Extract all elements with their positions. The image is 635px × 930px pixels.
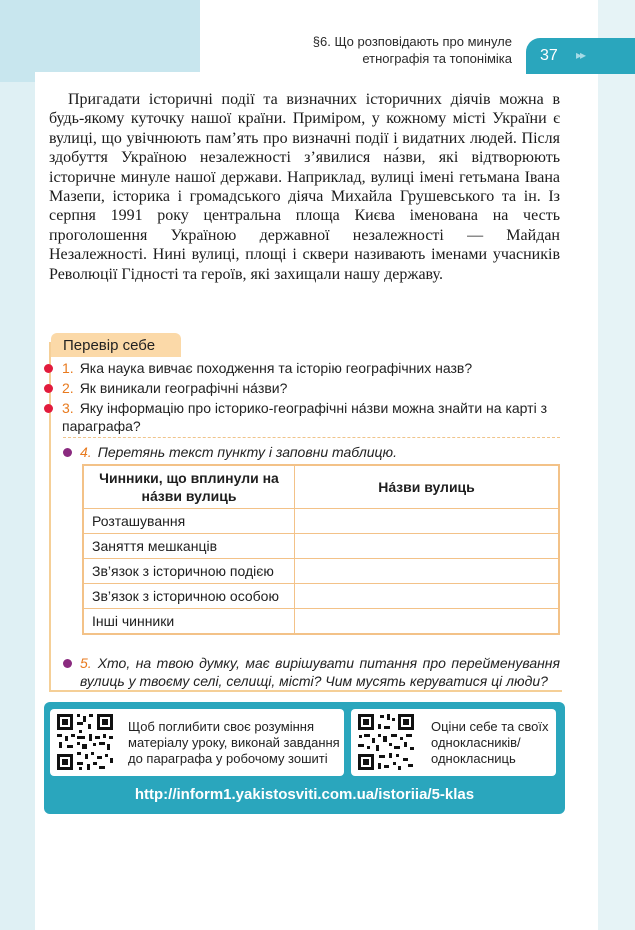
main-paragraph: Пригадати історичні події та визначних історичних діячів можна в будь-якому куточку нашої країни. Приміром, у кожному місті України є вулиці, що увічнюють пам’ять про визначні події і видатних людей. Після здобуття Україною незалежності з’явилися на́зви, які відтворюють історичне минуле нашої держави. Наприклад, вулиці імені гетьмана Івана Мазепи, історика і громадського діяча Михайла Грушевського та ін. Із серпня 1991 року центральна площа Києва іменована на честь проголошення Україною державної незалежності — Майдан Незалежності. Нині вулиці, площі і сквери називають іменами учасників Революції Гідності та героїв, які захищали нашу державу. (49, 91, 560, 283)
table-empty-cell[interactable] (295, 584, 560, 609)
table-header-row (83, 465, 559, 509)
resource-link[interactable]: http://inform1.yakistosviti.com.ua/istoriia/5-klas (134, 786, 475, 803)
question-text: Яку інформацію про історико-географічні на́зви можна знайти на карті з параграфа? (62, 400, 547, 434)
self-assessment-card-text: Оціни себе та своїх однокласників/ однокласниць (431, 719, 549, 766)
question-text: Як виникали географічні на́зви? (79, 380, 288, 396)
purple-bullet-icon (63, 448, 72, 457)
table-row (83, 609, 559, 635)
question-number: 4. (80, 444, 92, 460)
table-row-label: Зв’язок з історичною особою (83, 584, 295, 609)
street-names-table (82, 464, 560, 635)
page-number: 37 (540, 47, 558, 64)
table-header-factors: Чинники, що вплинули на на́зви вулиць (83, 465, 295, 509)
section-title-line1: §6. Що розповідають про минуле (312, 34, 512, 49)
question-2 (62, 379, 562, 397)
question-5 (80, 654, 560, 690)
question-text: Перетянь текст пункту і заповни таблицю. (97, 444, 397, 460)
next-arrows-icon: ▸▸ (576, 48, 585, 62)
table-row (83, 584, 559, 609)
table-header-names: На́зви вулиць (295, 465, 560, 509)
red-bullet-icon (44, 404, 53, 413)
table-row-label: Інші чинники (83, 609, 295, 635)
question-4 (80, 443, 560, 461)
section-title (212, 33, 512, 67)
table-empty-cell[interactable] (295, 534, 560, 559)
left-margin-strip (0, 0, 35, 930)
table-row-label: Розташування (83, 509, 295, 534)
qr-code-icon[interactable] (55, 712, 115, 772)
section-title-line2: етнографія та топоніміка (362, 51, 512, 66)
table-row-label: Заняття мешканців (83, 534, 295, 559)
check-yourself-title: Перевір себе (63, 337, 156, 354)
table-empty-cell[interactable] (295, 509, 560, 534)
table-empty-cell[interactable] (295, 609, 560, 635)
question-number: 2. (62, 380, 74, 396)
table-row (83, 509, 559, 534)
red-bullet-icon (44, 384, 53, 393)
header-band (0, 0, 200, 72)
qr-code-icon[interactable] (356, 712, 416, 772)
table-empty-cell[interactable] (295, 559, 560, 584)
workbook-card-text: Щоб поглибити своє розуміння матеріалу уроку, виконай завдання до параграфа у робочому зошиті (128, 719, 340, 766)
purple-bullet-icon (63, 659, 72, 668)
question-3 (62, 399, 562, 435)
table-row (83, 559, 559, 584)
question-text: Хто, на твою думку, має вирішувати питання про перейменування вулиць у твоєму селі, селищі, місті? Чим мусять керуватися ці люди? (80, 655, 560, 689)
header-band-tail (0, 72, 35, 82)
question-1 (62, 359, 562, 377)
table-row-label: Зв’язок з історичною подією (83, 559, 295, 584)
right-margin-strip (598, 0, 635, 930)
table-row (83, 534, 559, 559)
question-number: 1. (62, 360, 74, 376)
red-bullet-icon (44, 364, 53, 373)
question-text: Яка наука вивчає походження та історію географічних назв? (79, 360, 473, 376)
dashed-separator (63, 437, 560, 438)
question-number: 3. (62, 400, 74, 416)
question-number: 5. (80, 655, 92, 671)
